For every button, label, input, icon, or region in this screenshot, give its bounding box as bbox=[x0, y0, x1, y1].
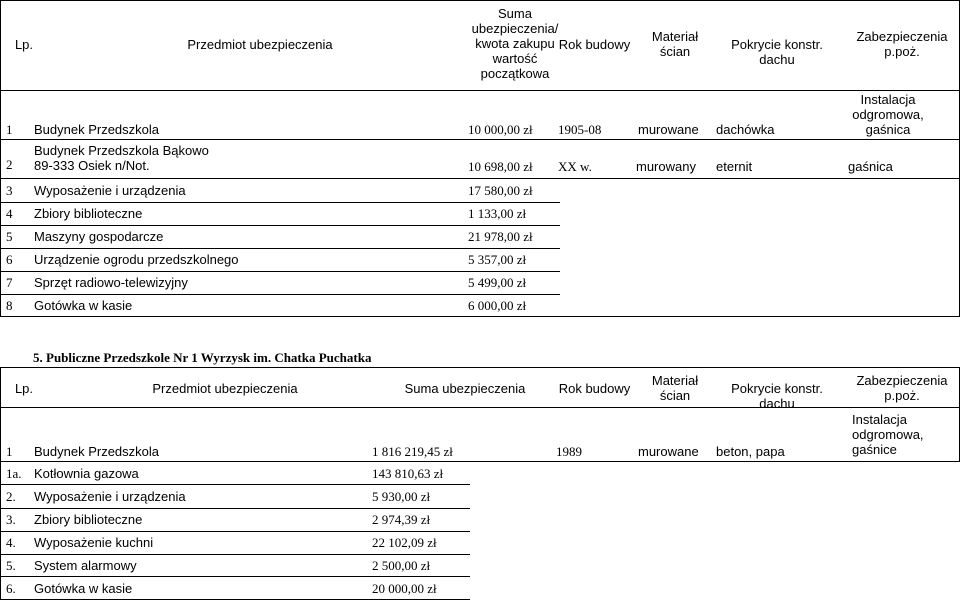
table1-row-line bbox=[0, 271, 560, 272]
section-title: 5. Publiczne Przedszkole Nr 1 Wyrzysk im. Chatka Puchatka bbox=[33, 350, 372, 365]
table2-header-year: Rok budowy bbox=[558, 381, 631, 396]
row-sum: 143 810,63 zł bbox=[372, 466, 444, 481]
row-subject: Gotówka w kasie bbox=[34, 581, 133, 596]
table2-header-roof: Pokrycie konstr. dachu bbox=[731, 381, 823, 411]
table1-header-separator bbox=[0, 90, 960, 91]
table2-header-sum: Suma ubezpieczenia bbox=[404, 381, 526, 396]
row-subject: Wyposażenie i urządzenia bbox=[34, 489, 186, 504]
row-sum: 5 357,00 zł bbox=[468, 252, 527, 267]
row-lp: 7 bbox=[6, 275, 13, 290]
row-subject: Zbiory biblioteczne bbox=[34, 206, 143, 221]
table1-row-line bbox=[0, 139, 960, 140]
table2-row-line bbox=[0, 531, 470, 532]
row-material: murowany bbox=[636, 159, 696, 174]
row-sum: 5 930,00 zł bbox=[372, 489, 431, 504]
table1-header-lp: Lp. bbox=[14, 37, 34, 52]
row-subject: Wyposażenie i urządzenia bbox=[34, 183, 186, 198]
row-roof: beton, papa bbox=[716, 444, 785, 459]
table2-border-left bbox=[0, 367, 1, 600]
row-lp: 6 bbox=[6, 252, 13, 267]
row-sum: 21 978,00 zł bbox=[468, 229, 533, 244]
row-year: 1989 bbox=[556, 444, 582, 459]
row-subject: Wyposażenie kuchni bbox=[34, 535, 154, 550]
table1-row-line bbox=[0, 294, 560, 295]
table1-header-fire: Zabezpieczenia p.poż. bbox=[856, 29, 948, 59]
row-lp: 4 bbox=[6, 206, 13, 221]
row-fire: gaśnica bbox=[848, 159, 893, 174]
row-roof: dachówka bbox=[716, 122, 775, 137]
table2-header-fire: Zabezpieczenia p.poż. bbox=[856, 373, 948, 403]
row-subject: Budynek Przedszkola Bąkowo 89-333 Osiek n/Not. bbox=[34, 143, 209, 173]
table1-row-line bbox=[0, 225, 560, 226]
row-material: murowane bbox=[638, 122, 699, 137]
table1-header-roof: Pokrycie konstr. dachu bbox=[731, 37, 823, 67]
table1-row-line bbox=[0, 202, 560, 203]
row-sum: 22 102,09 zł bbox=[372, 535, 437, 550]
table1-header-subject: Przedmiot ubezpieczenia bbox=[187, 37, 333, 52]
row-subject: Gotówka w kasie bbox=[34, 298, 133, 313]
row-subject: Sprzęt radiowo-telewizyjny bbox=[34, 275, 188, 290]
table1-header-year: Rok budowy bbox=[558, 37, 631, 52]
table2-row-line bbox=[0, 576, 470, 577]
row-lp: 3. bbox=[6, 512, 16, 527]
table1-row-line bbox=[0, 248, 560, 249]
table1-border-top bbox=[0, 0, 960, 1]
table2-row-line bbox=[0, 554, 470, 555]
table1-header-sum: Suma ubezpieczenia/ kwota zakupu wartość początkowa bbox=[471, 6, 559, 81]
row-sum: 5 499,00 zł bbox=[468, 275, 527, 290]
row-lp: 2 bbox=[6, 157, 13, 172]
table2-row-line bbox=[0, 508, 470, 509]
row-lp: 4. bbox=[6, 535, 16, 550]
row-material: murowane bbox=[638, 444, 699, 459]
row-lp: 3 bbox=[6, 183, 13, 198]
row-lp: 8 bbox=[6, 298, 13, 313]
row-subject: System alarmowy bbox=[34, 558, 137, 573]
row-subject: Urządzenie ogrodu przedszkolnego bbox=[34, 252, 239, 267]
row-sum: 1 816 219,45 zł bbox=[372, 444, 453, 459]
table1-border-bottom bbox=[0, 316, 960, 317]
row-subject: Budynek Przedszkola bbox=[34, 444, 160, 459]
table2-border-top bbox=[0, 367, 960, 368]
row-year: 1905-08 bbox=[558, 122, 602, 137]
row-sum: 20 000,00 zł bbox=[372, 581, 437, 596]
row-roof: eternit bbox=[716, 159, 753, 174]
row-subject: Zbiory biblioteczne bbox=[34, 512, 143, 527]
table2-header-subject: Przedmiot ubezpieczenia bbox=[152, 381, 298, 396]
row-sum: 6 000,00 zł bbox=[468, 298, 527, 313]
row-sum: 1 133,00 zł bbox=[468, 206, 527, 221]
row-lp: 1 bbox=[6, 122, 13, 137]
row-sum: 10 698,00 zł bbox=[468, 159, 533, 174]
table1-row-line bbox=[0, 178, 960, 179]
row-lp: 6. bbox=[6, 581, 16, 596]
row-year: XX w. bbox=[558, 159, 592, 174]
table2-header-material: Materiał ścian bbox=[651, 373, 699, 403]
row-lp: 1a. bbox=[6, 466, 22, 481]
table1-header-material: Materiał ścian bbox=[651, 29, 699, 59]
row-subject: Budynek Przedszkola bbox=[34, 122, 160, 137]
table2-header-lp: Lp. bbox=[14, 381, 34, 396]
row-sum: 10 000,00 zł bbox=[468, 122, 533, 137]
row-fire: Instalacja odgromowa, gaśnice bbox=[852, 412, 924, 457]
row-sum: 2 974,39 zł bbox=[372, 512, 431, 527]
row-fire: Instalacja odgromowa, gaśnica bbox=[852, 92, 924, 137]
row-sum: 2 500,00 zł bbox=[372, 558, 431, 573]
table2-row-line bbox=[0, 461, 960, 462]
row-lp: 1 bbox=[6, 444, 13, 459]
table2-row-line bbox=[0, 484, 470, 485]
row-sum: 17 580,00 zł bbox=[468, 183, 533, 198]
row-lp: 5 bbox=[6, 229, 13, 244]
row-subject: Kotłownia gazowa bbox=[34, 466, 139, 481]
row-lp: 2. bbox=[6, 489, 16, 504]
row-lp: 5. bbox=[6, 558, 16, 573]
table1-border-left bbox=[0, 0, 1, 317]
row-subject: Maszyny gospodarcze bbox=[34, 229, 164, 244]
